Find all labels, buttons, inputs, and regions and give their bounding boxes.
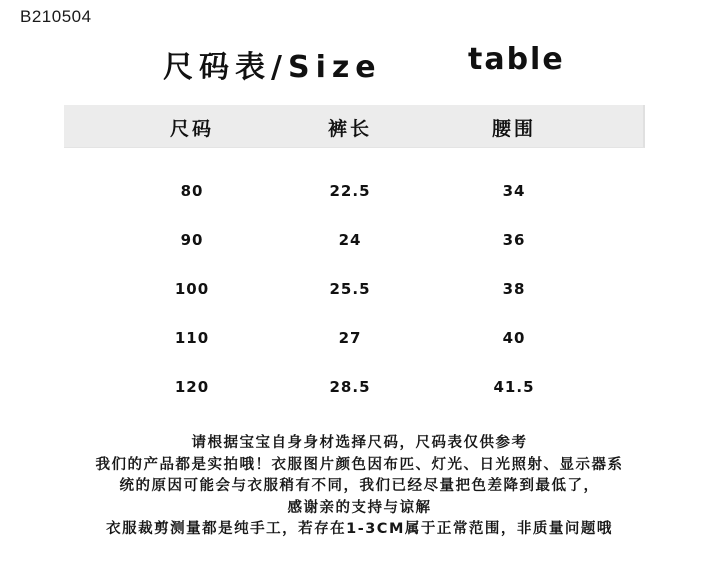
cell-pants-length: 25.5 <box>329 280 371 298</box>
header-pants-length: 裤长 <box>327 118 373 140</box>
page-title-en: table <box>468 42 565 77</box>
cell-pants-length: 22.5 <box>329 182 371 200</box>
note-line: 统的原因可能会与衣服稍有不同，我们已经尽量把色差降到最低了， <box>119 478 600 494</box>
note-line: 感谢亲的支持与谅解 <box>287 499 432 516</box>
cell-size: 80 <box>180 182 204 200</box>
cell-pants-length: 27 <box>338 329 362 347</box>
product-code: B210504 <box>20 7 92 26</box>
note-line: 衣服裁剪测量都是纯手工，若存在1-3CM属于正常范围，非质量问题哦 <box>106 521 613 537</box>
cell-waist: 34 <box>502 182 526 200</box>
cell-size: 120 <box>174 378 210 396</box>
header-waist: 腰围 <box>491 118 537 140</box>
cell-pants-length: 24 <box>338 231 362 249</box>
disclaimer-notes <box>0 433 719 541</box>
cell-size: 90 <box>180 231 204 249</box>
cell-size: 110 <box>174 329 210 347</box>
cell-waist: 41.5 <box>493 378 535 396</box>
note-line: 我们的产品都是实拍哦！衣服图片颜色因布匹、灯光、日光照射、显示器系 <box>95 456 624 473</box>
cell-waist: 38 <box>502 280 526 298</box>
header-size: 尺码 <box>169 118 215 140</box>
cell-pants-length: 28.5 <box>329 378 371 396</box>
cell-size: 100 <box>174 280 210 298</box>
cell-waist: 36 <box>502 231 526 249</box>
cell-waist: 40 <box>502 329 526 347</box>
note-line: 请根据宝宝自身身材选择尺码，尺码表仅供参考 <box>191 435 528 451</box>
page-title: 尺码表/Size <box>163 50 382 85</box>
